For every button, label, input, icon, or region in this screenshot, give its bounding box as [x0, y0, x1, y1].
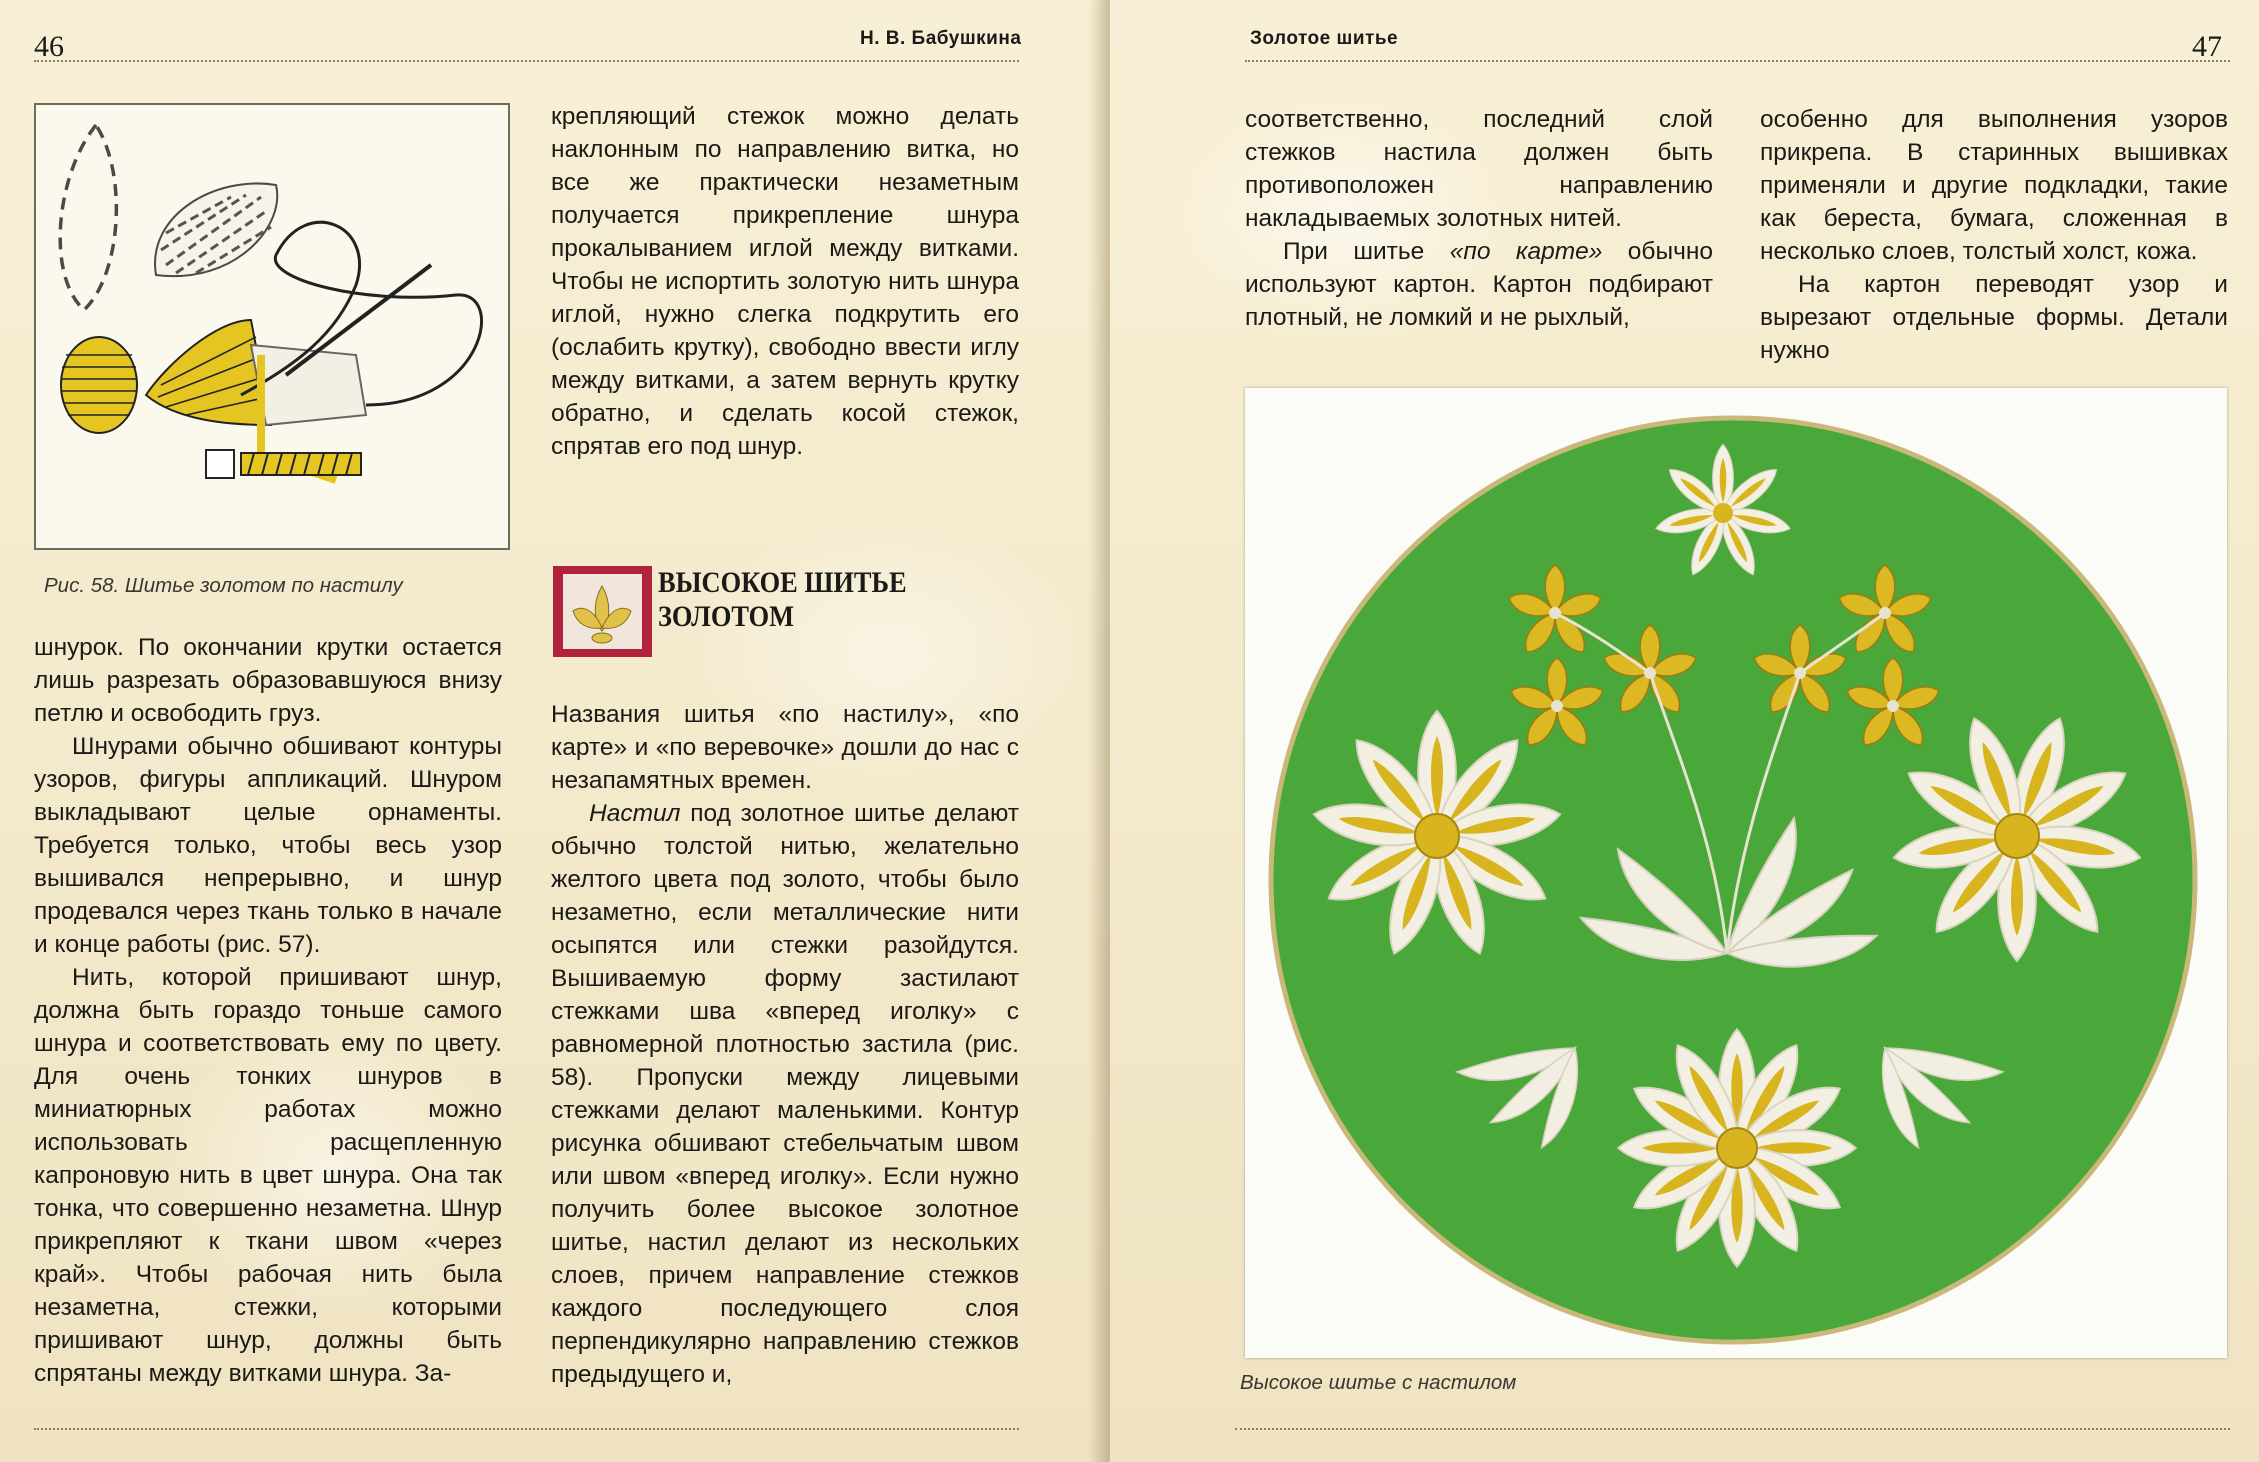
paragraph: При шитье «по карте» обычно используют картон. Картон подбирают плотный, не ломкий и не рыхлый,: [1245, 238, 1713, 331]
embroidered-green-circle: [1245, 388, 2227, 1358]
paragraph: Настил под золотное шитье делают обычно толстой нитью, желательно желтого цвета под золото, чтобы было незаметно, если металлические нити осыпятся или стежки разойдутся. Вышиваемую форму застилают стежками шва «вперед иголку» с равномерной плотностью застила (рис. 58). Пропуски между лицевыми стежками делают маленькими. Контур рисунка обшивают стебельчатым швом или швом «вперед иголку». Если нужно получить более высокое золотное шитье, настил делают из нескольких слоев, причем направление стежков каждого последующего слоя перпендикулярно направлению стежков предыдущего и,: [551, 800, 1019, 1388]
paragraph: Названия шитья «по настилу», «по карте» и «по веревочке» дошли до нас с незапамятных времен.: [551, 701, 1019, 794]
paragraph: особенно для выполнения узоров прикрепа. В старинных вышивках применяли и другие подкладки, такие как береста, бумага, сложенная в несколько слоев, толстый холст, кожа.: [1760, 106, 2228, 265]
left-column-2-top: [551, 100, 1019, 463]
dashed-leaf-outline: [60, 125, 116, 310]
left-page: [0, 0, 1110, 1462]
page-number-right: 47: [2192, 30, 2222, 63]
couched-coil: [241, 453, 361, 475]
header-rule-left: [34, 60, 1019, 62]
paragraph: крепляющий стежок можно делать наклонным по направлению витка, но все же практически незаметным получается прикрепление шнура прокалыванием иглой между витками. Чтобы не испортить золотую нить шнура иглой, нужно слегка подкрутить его (ослабить крутку), свободно ввести иглу между витками, а затем вернуть крутку обратно, и сделать косой стежок, спрятав его под шнур.: [551, 103, 1019, 460]
paragraph: На картон переводят узор и вырезают отдельные формы. Детали нужно: [1760, 271, 2228, 364]
left-column-2-bottom: [551, 698, 1019, 1391]
photo-caption: Высокое шитье с настилом: [1240, 1371, 1517, 1394]
term-po-karte: «по карте»: [1449, 238, 1603, 265]
running-head-author: Н. В. Бабушкина: [860, 28, 1022, 49]
left-column-1: [34, 631, 502, 1390]
section-heading-line-1: ВЫСОКОЕ ШИТЬЕ: [658, 566, 907, 599]
running-head-title: Золотое шитье: [1250, 28, 1399, 49]
term-nastil: Настил: [589, 800, 681, 827]
figure-58-illustration: [34, 103, 510, 550]
gold-oval-motif: [61, 337, 137, 433]
embroidery-icon: [553, 566, 652, 657]
paragraph: Шнурами обычно обшивают контуры узоров, фигуры аппликаций. Шнуром выкладывают целые орнаменты. Требуется только, чтобы весь узор вышивался непрерывно, и шнур продевался через ткань только в начале и конце работы (рис. 57).: [34, 733, 502, 958]
right-column-2: [1760, 103, 2228, 367]
page-number-left: 46: [34, 30, 64, 63]
footer-rule-left: [34, 1428, 1019, 1430]
paragraph: шнурок. По окончании крутки остается лишь разрезать образовавшуюся внизу петлю и освободить груз.: [34, 634, 502, 727]
paragraph: соответственно, последний слой стежков настила должен быть противоположен направлению накладываемых золотных нитей.: [1245, 106, 1713, 232]
section-heading-line-2: ЗОЛОТОМ: [658, 600, 795, 633]
footer-rule-right: [1235, 1428, 2230, 1430]
header-rule-right: [1245, 60, 2230, 62]
paragraph: Нить, которой пришивают шнур, должна быть гораздо тоньше самого шнура и соответствовать ему по цвету. Для очень тонких шнуров в миниатюрных работах можно использовать расщепленную капроновую нить в цвет шнура. Она так тонка, что совершенно незаметна. Шнур прикрепляют к ткани швом «через край». Чтобы рабочая нить была незаметна, стежки, которыми пришивают шнур, должны быть спрятаны между витками шнура. За-: [34, 964, 502, 1387]
couching-diagram: [36, 105, 508, 548]
section-heading-text: [658, 566, 922, 634]
figure-58-caption: Рис. 58. Шитье золотом по настилу: [44, 574, 403, 597]
starting-square: [206, 450, 234, 478]
embroidery-photo: [1245, 388, 2227, 1358]
right-column-1: [1245, 103, 1713, 334]
